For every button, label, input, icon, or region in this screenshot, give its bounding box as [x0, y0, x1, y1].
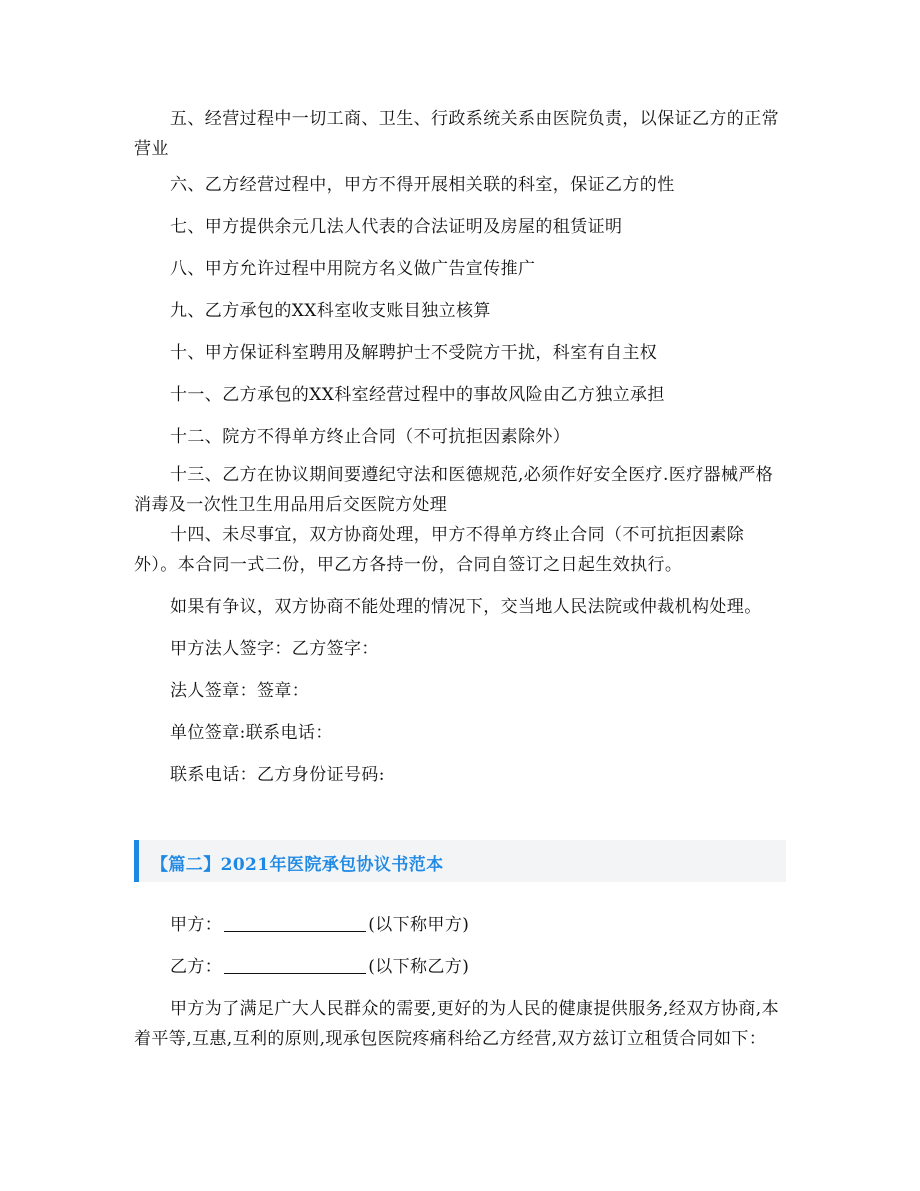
clause-8: 八、甲方允许过程中用院方名义做广告宣传推广	[170, 259, 536, 279]
clause-12: 十二、院方不得单方终止合同（不可抗拒因素除外）	[170, 427, 571, 447]
clause-11: 十一、乙方承包的XX科室经营过程中的事故风险由乙方独立承担	[170, 385, 665, 405]
dispute-clause: 如果有争议，双方协商不能处理的情况下，交当地人民法院或仲裁机构处理。	[170, 597, 762, 617]
clause-10: 十、甲方保证科室聘用及解聘护士不受院方干扰，科室有自主权	[170, 343, 658, 363]
signature-line-2: 法人签章：签章：	[170, 681, 310, 701]
section-title: 【篇二】2021年医院承包协议书范本	[151, 855, 444, 875]
signature-line-1: 甲方法人签字：乙方签字：	[170, 639, 379, 659]
clause-7: 七、甲方提供余元几法人代表的合法证明及房屋的租赁证明	[170, 217, 623, 237]
party-a-blank	[224, 913, 366, 932]
clause-9: 九、乙方承包的XX科室收支账目独立核算	[170, 301, 491, 321]
section-header	[134, 840, 786, 882]
signature-line-3: 单位签章:联系电话：	[170, 723, 333, 743]
party-a-line	[134, 910, 786, 940]
intro-paragraph: 甲方为了满足广大人民群众的需要,更好的为人民的健康提供服务,经双方协商,本着平等,互惠,互利的原则,现承包医院疼痛科给乙方经营,双方兹订立租赁合同如下：	[134, 999, 780, 1049]
party-b-blank	[224, 955, 366, 974]
party-b-label: 乙方：	[170, 957, 223, 977]
party-a-suffix: (以下称甲方)	[368, 915, 470, 935]
clause-14: 十四、未尽事宜，双方协商处理，甲方不得单方终止合同（不可抗拒因素除外）。本合同一式二份，甲乙方各持一份，合同自签订之日起生效执行。	[134, 525, 745, 575]
party-b-line	[134, 952, 786, 982]
clause-13: 十三、乙方在协议期间要遵纪守法和医德规范,必须作好安全医疗.医疗器械严格消毒及一次性卫生用品用后交医院方处理	[134, 465, 774, 515]
clause-5: 五、经营过程中一切工商、卫生、行政系统关系由医院负责，以保证乙方的正常营业	[134, 109, 779, 159]
clause-6: 六、乙方经营过程中，甲方不得开展相关联的科室，保证乙方的性	[170, 175, 675, 195]
party-a-label: 甲方：	[170, 915, 223, 935]
signature-line-4: 联系电话：乙方身份证号码:	[170, 765, 385, 785]
party-b-suffix: (以下称乙方)	[368, 957, 470, 977]
